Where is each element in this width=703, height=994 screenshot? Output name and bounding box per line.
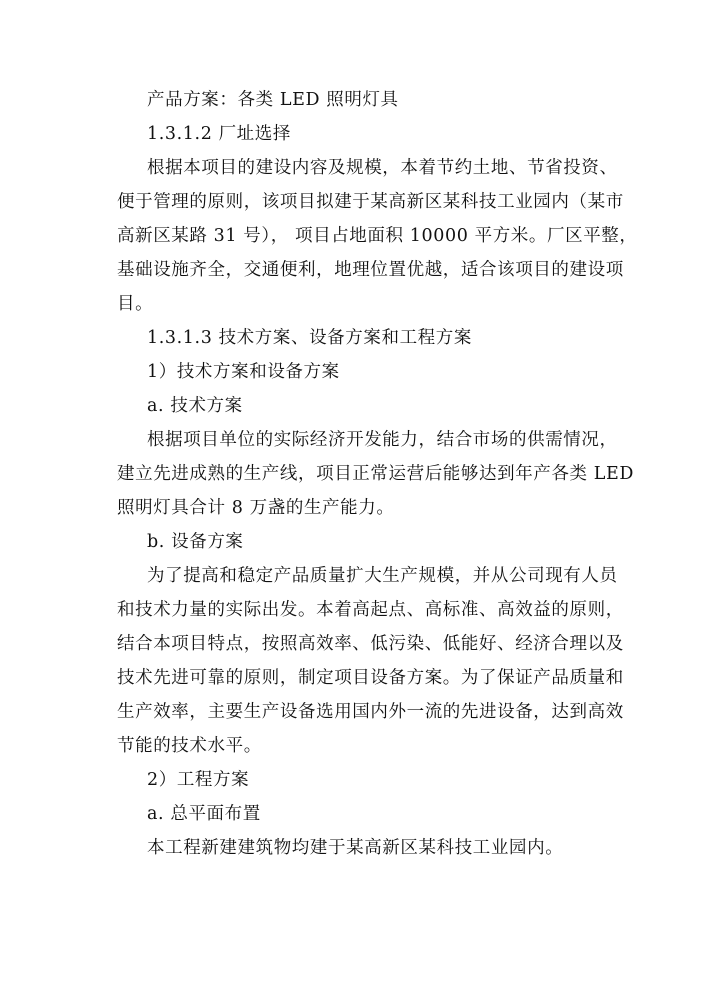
paragraph-line: 目。 [117,294,154,314]
product-plan-line: 产品方案：各类 LED 照明灯具 [147,90,399,110]
paragraph-line: 高新区某路 31 号）， 项目占地面积 10000 平方米。厂区平整， [117,226,638,246]
paragraph-line: 本工程新建建筑物均建于某高新区某科技工业园内。 [147,838,564,858]
paragraph-line: 和技术力量的实际出发。本着高起点、高标准、高效益的原则， [117,600,624,620]
item-heading-site-layout: a. 总平面布置 [147,804,261,824]
section-heading-technical-plans: 1.3.1.3 技术方案、设备方案和工程方案 [147,328,472,348]
item-heading-technical-plan: a. 技术方案 [147,396,243,416]
paragraph-line: 节能的技术水平。 [117,736,262,756]
paragraph-line: 生产效率，主要生产设备选用国内外一流的先进设备，达到高效 [117,702,624,722]
paragraph-line: 基础设施齐全，交通便利，地理位置优越，适合该项目的建设项 [117,260,624,280]
subsection-heading-engineering-plan: 2）工程方案 [147,770,250,790]
paragraph-line: 技术先进可靠的原则，制定项目设备方案。为了保证产品质量和 [117,668,624,688]
document-body [117,83,638,865]
paragraph-line: 建立先进成熟的生产线，项目正常运营后能够达到年产各类 LED [117,464,634,484]
paragraph-line: 照明灯具合计 8 万盏的生产能力。 [117,498,395,518]
paragraph-line: 便于管理的原则，该项目拟建于某高新区某科技工业园内（某市 [117,192,624,212]
subsection-heading-technical-equipment: 1）技术方案和设备方案 [147,362,340,382]
paragraph-line: 根据本项目的建设内容及规模，本着节约土地、节省投资、 [147,158,618,178]
paragraph-line: 结合本项目特点，按照高效率、低污染、低能好、经济合理以及 [117,634,624,654]
paragraph-line: 为了提高和稳定产品质量扩大生产规模，并从公司现有人员 [147,566,618,586]
paragraph-line: 根据项目单位的实际经济开发能力，结合市场的供需情况， [147,430,618,450]
item-heading-equipment-plan: b. 设备方案 [147,532,244,552]
section-heading-site-selection: 1.3.1.2 厂址选择 [147,124,291,144]
